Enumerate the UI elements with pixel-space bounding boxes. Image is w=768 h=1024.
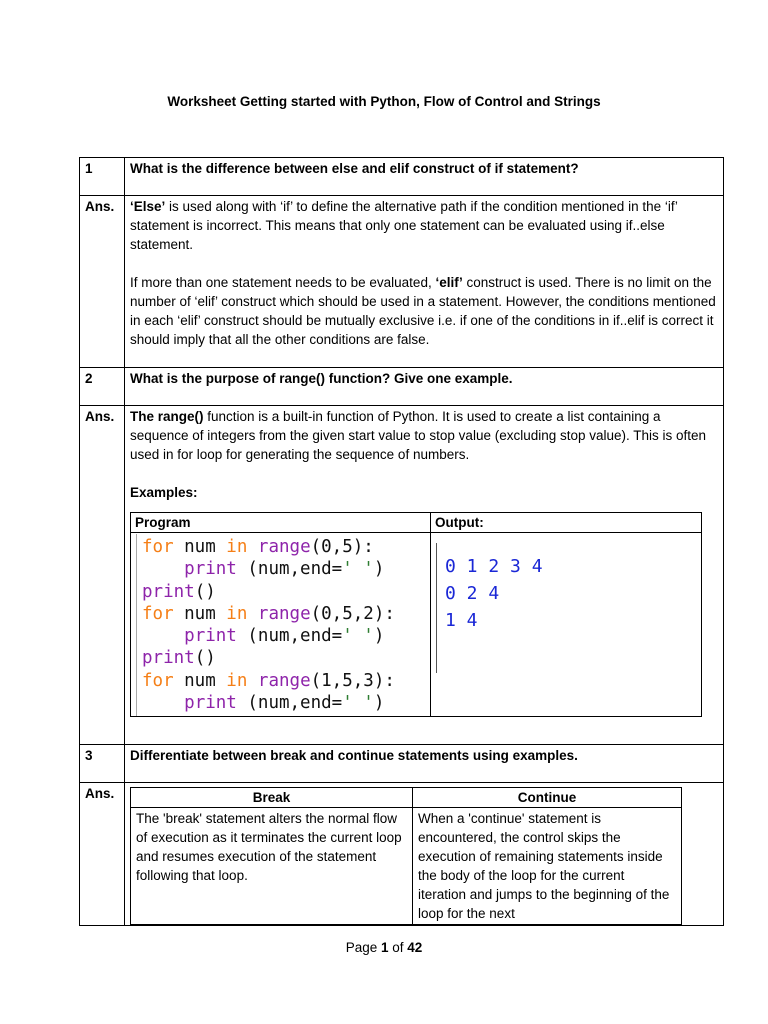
code-text: (num,end= [236,626,343,647]
code-line [142,647,430,669]
page-title: Worksheet Getting started with Python, Flow of Control and Strings [167,94,601,109]
continue-description: When a 'continue' statement is encountered, the control skips the execution of remaining statements inside the body of the loop for the current iteration and jumps to the beginning of the loop for the next [413,808,682,925]
code-string: ' ' [342,559,374,580]
code-text: (num,end= [236,693,343,714]
answer-content [125,783,724,926]
code-keyword: in [226,537,248,557]
code-builtin: range [257,603,311,624]
code-text: (num,end= [236,559,343,580]
code-text: ) [373,559,385,580]
code-text [247,671,258,691]
code-builtin: print [184,626,237,647]
code-text: (1,5,3): [310,670,395,691]
answer-row-2 [80,406,724,745]
answer-paragraph [130,197,718,254]
code-text [247,604,258,624]
answer-paragraph [130,273,718,349]
code-keyword: in [226,670,248,691]
code-builtin: range [257,670,311,691]
break-description: The 'break' statement alters the normal flow of execution as it terminates the current loop and resumes execution of the statement following that loop. [131,808,413,925]
question-text: Differentiate between break and continue statements using examples. [125,745,724,783]
code-line [142,581,430,603]
code-keyword: for [142,537,174,557]
code-line [142,670,430,692]
total-pages: 42 [407,940,423,955]
code-line [142,536,430,558]
code-line [142,558,430,580]
answer-label: Ans. [80,783,125,926]
comparison-header-row [131,788,682,808]
code-indent [142,626,184,646]
bold-term: ‘elif’ [435,275,463,290]
code-keyword: for [142,670,174,691]
code-text: ) [373,693,385,714]
code-builtin: print [184,559,237,580]
code-string: ' ' [342,626,374,647]
question-number: 2 [80,368,125,406]
code-text [247,537,258,557]
footer-of: of [388,940,408,955]
answer-label: Ans. [80,406,125,745]
output-line: 0 2 4 [445,583,500,604]
footer-prefix: Page [345,940,381,955]
code-line [142,692,430,714]
output-block [436,543,701,673]
output-cell [431,533,702,717]
examples-label [130,483,718,502]
code-indent [142,693,184,713]
code-keyword: for [142,603,174,624]
question-number: 1 [80,158,125,196]
answer-row-1 [80,196,724,368]
output-line: 0 1 2 3 4 [445,556,543,577]
code-text: (0,5,2): [310,603,395,624]
output-line: 1 4 [445,610,478,631]
answer-label: Ans. [80,196,125,368]
question-text: What is the purpose of range() function? Give one example. [125,368,724,406]
program-header: Program [131,513,431,533]
code-builtin: range [257,537,311,557]
question-number: 3 [80,745,125,783]
page-footer [0,940,768,955]
question-text: What is the difference between else and elif construct of if statement? [125,158,724,196]
code-text: () [194,648,216,669]
answer-row-3 [80,783,724,926]
answer-paragraph [130,407,718,464]
code-keyword: in [226,603,248,624]
paragraph-text: If more than one statement needs to be evaluated, [130,275,436,290]
code-string: ' ' [342,693,374,714]
code-text: num [173,603,227,624]
example-table [130,512,702,717]
code-block [136,534,430,716]
code-builtin: print [184,693,237,714]
answer-content [125,196,724,368]
code-builtin: print [142,581,195,602]
worksheet-table [79,157,724,926]
code-text: num [173,537,227,557]
bold-term: ‘Else’ [130,199,166,214]
code-builtin: print [142,648,195,669]
code-text: num [173,670,227,691]
paragraph-text: function is a built-in function of Python. It is used to create a list containing a sequence of integers from the given start value to stop value (excluding stop value). This is often used in for loop for generating the sequence of numbers. [130,409,707,462]
current-page: 1 [380,940,389,955]
code-text: (0,5): [310,537,374,557]
example-header-row [131,513,702,533]
program-cell [131,533,431,717]
continue-header: Continue [413,788,682,808]
answer-content [125,406,724,745]
code-line [142,603,430,625]
break-header: Break [131,788,413,808]
bold-term: The range() [130,409,204,424]
example-body-row [131,533,702,717]
question-row-1 [80,158,724,196]
code-indent [142,559,184,579]
output-header: Output: [431,513,702,533]
code-line [142,625,430,647]
question-row-3 [80,745,724,783]
code-text: ) [373,626,385,647]
comparison-body-row [131,808,682,925]
paragraph-text: is used along with ‘if’ to define the alternative path if the condition mentioned in the ‘if’ statement is incorrect. This means that only one statement can be evaluated using if..else statement. [130,199,678,252]
question-row-2 [80,368,724,406]
code-text: () [194,581,216,602]
paragraph-text: construct is used. There is no limit on the number of ‘elif’ construct which should be used in a statement. However, the conditions mentioned in each ‘elif’ construct should be mutually exclusive i.e. if one of the conditions in if..elif is correct it should imply that all the other conditions are false. [130,275,716,347]
examples-label-text: Examples: [130,485,198,500]
comparison-table [130,787,682,925]
